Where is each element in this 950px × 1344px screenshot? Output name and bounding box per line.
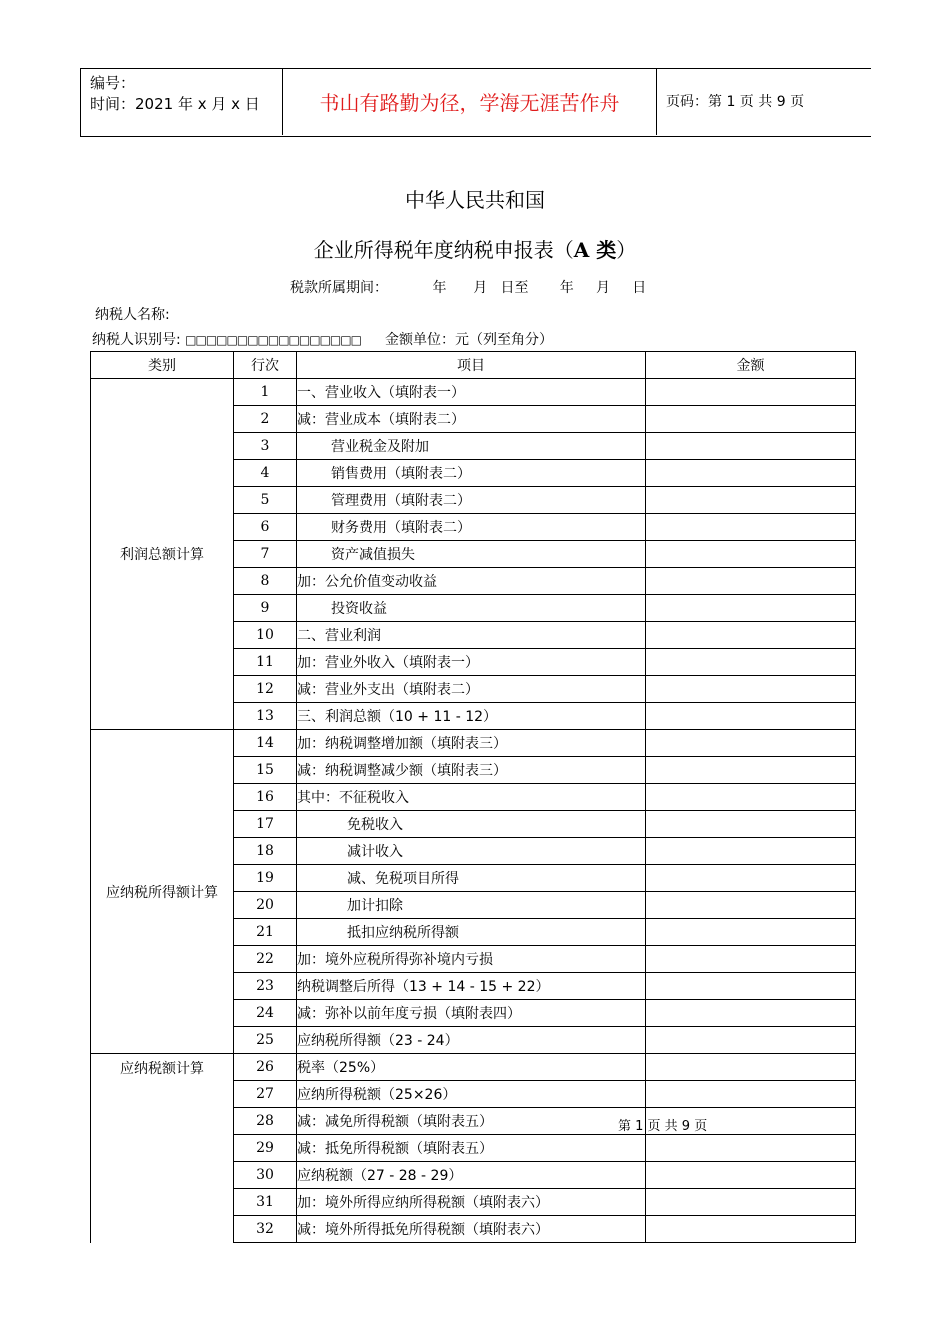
item-label: 抵扣应纳税所得额 bbox=[297, 919, 646, 946]
amount-cell[interactable] bbox=[646, 406, 856, 433]
line-number: 20 bbox=[234, 892, 297, 919]
amount-cell[interactable] bbox=[646, 973, 856, 1000]
amount-cell[interactable] bbox=[646, 1135, 856, 1162]
item-label: 加：营业外收入（填附表一） bbox=[297, 649, 646, 676]
item-label: 应纳税额（27 - 28 - 29） bbox=[297, 1162, 646, 1189]
item-label: 减：抵免所得税额（填附表五） bbox=[297, 1135, 646, 1162]
amount-cell[interactable] bbox=[646, 595, 856, 622]
amount-cell[interactable] bbox=[646, 892, 856, 919]
header-category: 类别 bbox=[91, 352, 234, 379]
item-label: 减：营业外支出（填附表二） bbox=[297, 676, 646, 703]
item-label: 加：纳税调整增加额（填附表三） bbox=[297, 730, 646, 757]
line-number: 10 bbox=[234, 622, 297, 649]
header-box bbox=[80, 68, 871, 137]
item-label: 加：公允价值变动收益 bbox=[297, 568, 646, 595]
form-class: A 类 bbox=[573, 238, 617, 262]
amount-cell[interactable] bbox=[646, 811, 856, 838]
amount-cell[interactable] bbox=[646, 460, 856, 487]
line-number: 19 bbox=[234, 865, 297, 892]
time-label: 时间：2021 年 x 月 x 日 bbox=[90, 95, 260, 113]
amount-cell[interactable] bbox=[646, 433, 856, 460]
header-meta bbox=[90, 73, 260, 115]
amount-cell[interactable] bbox=[646, 541, 856, 568]
line-number: 16 bbox=[234, 784, 297, 811]
item-label: 管理费用（填附表二） bbox=[297, 487, 646, 514]
item-label: 财务费用（填附表二） bbox=[297, 514, 646, 541]
footer-page-number: 第 1 页 共 9 页 bbox=[618, 1119, 708, 1134]
amount-cell[interactable] bbox=[646, 919, 856, 946]
amount-cell[interactable] bbox=[646, 379, 856, 406]
amount-cell[interactable] bbox=[646, 1027, 856, 1054]
item-label: 其中：不征税收入 bbox=[297, 784, 646, 811]
item-label: 营业税金及附加 bbox=[297, 433, 646, 460]
line-number: 17 bbox=[234, 811, 297, 838]
line-number: 7 bbox=[234, 541, 297, 568]
item-label: 二、营业利润 bbox=[297, 622, 646, 649]
line-number: 9 bbox=[234, 595, 297, 622]
line-number: 18 bbox=[234, 838, 297, 865]
item-label: 投资收益 bbox=[297, 595, 646, 622]
line-number: 26 bbox=[234, 1054, 297, 1081]
line-number: 3 bbox=[234, 433, 297, 460]
tax-return-table bbox=[90, 351, 856, 1243]
item-label: 减：纳税调整减少额（填附表三） bbox=[297, 757, 646, 784]
taxpayer-id-boxes: □□□□□□□□□□□□□□□□□ bbox=[185, 333, 361, 347]
amount-unit: 金额单位：元（列至角分） bbox=[385, 332, 553, 348]
motto: 书山有路勤为径，学海无涯苦作舟 bbox=[282, 68, 657, 135]
line-number: 8 bbox=[234, 568, 297, 595]
amount-cell[interactable] bbox=[646, 1189, 856, 1216]
item-label: 销售费用（填附表二） bbox=[297, 460, 646, 487]
item-label: 减：弥补以前年度亏损（填附表四） bbox=[297, 1000, 646, 1027]
form-title bbox=[0, 234, 950, 263]
item-label: 资产减值损失 bbox=[297, 541, 646, 568]
line-number: 14 bbox=[234, 730, 297, 757]
line-number: 32 bbox=[234, 1216, 297, 1243]
number-label: 编号： bbox=[90, 74, 136, 92]
amount-cell[interactable] bbox=[646, 1081, 856, 1108]
line-number: 11 bbox=[234, 649, 297, 676]
line-number: 2 bbox=[234, 406, 297, 433]
item-label: 减、免税项目所得 bbox=[297, 865, 646, 892]
item-label: 减：营业成本（填附表二） bbox=[297, 406, 646, 433]
amount-cell[interactable] bbox=[646, 676, 856, 703]
item-label: 应纳所得税额（25×26） bbox=[297, 1081, 646, 1108]
amount-cell[interactable] bbox=[646, 487, 856, 514]
line-number: 29 bbox=[234, 1135, 297, 1162]
line-number: 13 bbox=[234, 703, 297, 730]
item-label: 加计扣除 bbox=[297, 892, 646, 919]
category-tax-payable: 应纳税额计算 bbox=[91, 1054, 234, 1243]
country-title: 中华人民共和国 bbox=[405, 188, 545, 212]
category-profit: 利润总额计算 bbox=[91, 379, 234, 730]
item-label: 税率（25%） bbox=[297, 1054, 646, 1081]
line-number: 12 bbox=[234, 676, 297, 703]
line-number: 30 bbox=[234, 1162, 297, 1189]
table-row bbox=[91, 379, 856, 406]
amount-cell[interactable] bbox=[646, 1162, 856, 1189]
item-label: 减：减免所得税额（填附表五） bbox=[297, 1108, 646, 1135]
table-row bbox=[91, 1054, 856, 1081]
amount-cell[interactable] bbox=[646, 757, 856, 784]
taxpayer-id bbox=[92, 329, 361, 349]
line-number: 1 bbox=[234, 379, 297, 406]
form-close: ） bbox=[616, 238, 637, 262]
line-number: 4 bbox=[234, 460, 297, 487]
item-label: 三、利润总额（10 + 11 - 12） bbox=[297, 703, 646, 730]
item-label: 纳税调整后所得（13 + 14 - 15 + 22） bbox=[297, 973, 646, 1000]
line-number: 15 bbox=[234, 757, 297, 784]
table-row bbox=[91, 730, 856, 757]
amount-cell[interactable] bbox=[646, 946, 856, 973]
amount-cell[interactable] bbox=[646, 703, 856, 730]
line-number: 23 bbox=[234, 973, 297, 1000]
item-label: 一、营业收入（填附表一） bbox=[297, 379, 646, 406]
line-number: 27 bbox=[234, 1081, 297, 1108]
taxpayer-id-label: 纳税人识别号: bbox=[92, 332, 186, 348]
line-number: 31 bbox=[234, 1189, 297, 1216]
form-name: 企业所得税年度纳税申报表（ bbox=[313, 238, 574, 262]
amount-cell[interactable] bbox=[646, 1216, 856, 1243]
line-number: 28 bbox=[234, 1108, 297, 1135]
header-amount: 金额 bbox=[646, 352, 856, 379]
line-number: 5 bbox=[234, 487, 297, 514]
header-line: 行次 bbox=[234, 352, 297, 379]
item-label: 加：境外应税所得弥补境内亏损 bbox=[297, 946, 646, 973]
page-indicator: 页码：第 1 页 共 9 页 bbox=[666, 94, 805, 110]
amount-cell[interactable] bbox=[646, 622, 856, 649]
taxpayer-name-label: 纳税人名称: bbox=[95, 307, 170, 323]
table-header-row bbox=[91, 352, 856, 379]
amount-cell[interactable] bbox=[646, 514, 856, 541]
amount-cell[interactable] bbox=[646, 568, 856, 595]
item-label: 免税收入 bbox=[297, 811, 646, 838]
tax-period: 税款所属期间： 年 月 日至 年 月 日 bbox=[290, 280, 647, 296]
line-number: 21 bbox=[234, 919, 297, 946]
amount-cell[interactable] bbox=[646, 865, 856, 892]
category-taxable-income: 应纳税所得额计算 bbox=[91, 730, 234, 1054]
amount-cell[interactable] bbox=[646, 784, 856, 811]
line-number: 6 bbox=[234, 514, 297, 541]
item-label: 减计收入 bbox=[297, 838, 646, 865]
line-number: 22 bbox=[234, 946, 297, 973]
item-label: 加：境外所得应纳所得税额（填附表六） bbox=[297, 1189, 646, 1216]
amount-cell[interactable] bbox=[646, 1000, 856, 1027]
item-label: 减：境外所得抵免所得税额（填附表六） bbox=[297, 1216, 646, 1243]
header-item: 项目 bbox=[297, 352, 646, 379]
line-number: 25 bbox=[234, 1027, 297, 1054]
item-label: 应纳税所得额（23 - 24） bbox=[297, 1027, 646, 1054]
amount-cell[interactable] bbox=[646, 730, 856, 757]
amount-cell[interactable] bbox=[646, 1054, 856, 1081]
line-number: 24 bbox=[234, 1000, 297, 1027]
amount-cell[interactable] bbox=[646, 649, 856, 676]
amount-cell[interactable] bbox=[646, 838, 856, 865]
